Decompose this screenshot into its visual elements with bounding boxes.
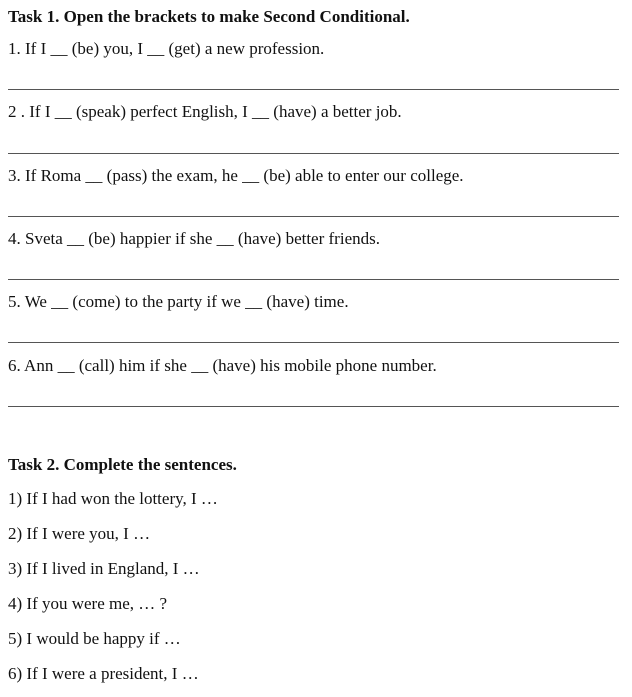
task1-answer-line-5: [8, 342, 619, 343]
task1-item-4: 4. Sveta __ (be) happier if she __ (have) better friends.: [8, 229, 380, 248]
task1-title: Task 1. Open the brackets to make Second Conditional.: [8, 7, 410, 26]
task1-item-6: 6. Ann __ (call) him if she __ (have) his mobile phone number.: [8, 356, 437, 375]
task1-item-2: 2 . If I __ (speak) perfect English, I __ (have) a better job.: [8, 102, 402, 121]
task2-item-4: 4) If you were me, … ?: [8, 594, 168, 613]
task1-answer-line-6: [8, 406, 619, 407]
task2-item-5: 5) I would be happy if …: [8, 629, 181, 648]
task1-item-3: 3. If Roma __ (pass) the exam, he __ (be) able to enter our college.: [8, 166, 464, 185]
task1-item-5: 5. We __ (come) to the party if we __ (have) time.: [8, 292, 349, 311]
task1-answer-line-2: [8, 153, 619, 154]
task2-item-3: 3) If I lived in England, I …: [8, 559, 200, 578]
task1-answer-line-4: [8, 279, 619, 280]
task2-item-6: 6) If I were a president, I …: [8, 664, 199, 683]
task2-item-2: 2) If I were you, I …: [8, 524, 151, 543]
task2-title: Task 2. Complete the sentences.: [8, 455, 237, 474]
task2-item-1: 1) If I had won the lottery, I …: [8, 489, 218, 508]
task1-answer-line-3: [8, 216, 619, 217]
task1-item-1: 1. If I __ (be) you, I __ (get) a new profession.: [8, 39, 325, 58]
task1-answer-line-1: [8, 89, 619, 90]
